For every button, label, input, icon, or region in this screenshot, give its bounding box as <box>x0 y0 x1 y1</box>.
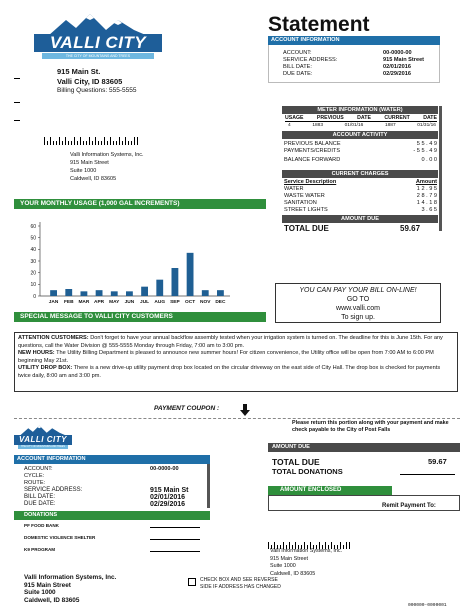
charges-col-amount: Amount <box>415 179 437 185</box>
y-tick-label: 0 <box>33 293 36 300</box>
charge-row <box>284 193 437 199</box>
activity-row <box>284 141 437 147</box>
activity-value: 0 . 0 0 <box>421 157 437 163</box>
charge-label: WASTE WATER <box>284 193 325 199</box>
message-lead: NEW HOURS: <box>18 350 55 356</box>
coupon-recipient-line: 915 Main Street <box>270 555 309 562</box>
amount-enclosed-header: AMOUNT ENCLOSED <box>268 486 392 495</box>
pay-online-url[interactable]: www.valli.com <box>336 305 380 312</box>
x-tick-label: MAY <box>109 300 120 305</box>
y-tick-label: 60 <box>30 223 36 230</box>
account-value: 915 Main Street <box>383 57 425 63</box>
coupon-account-label: CYCLE: <box>24 473 45 479</box>
x-tick-label: FEB <box>63 300 74 305</box>
meter-col: USAGE <box>285 115 304 121</box>
payment-coupon-label: PAYMENT COUPON : <box>154 405 220 412</box>
usage-bar <box>81 291 88 296</box>
x-tick-label: JAN <box>48 300 59 305</box>
coupon-account-row <box>24 480 204 486</box>
coupon-account-label: SERVICE ADDRESS: <box>24 487 83 493</box>
account-row <box>283 71 438 77</box>
usage-bar <box>187 253 194 296</box>
coupon-account-value: 915 Main St <box>150 487 189 494</box>
total-due-label: TOTAL DUE <box>284 224 329 233</box>
charge-row <box>284 200 437 206</box>
meter-val: 4 <box>288 123 291 128</box>
charge-row <box>284 207 437 213</box>
address-change-line: SIDE IF ADDRESS HAS CHANGED <box>200 583 281 590</box>
y-tick-label: 40 <box>30 247 36 254</box>
coupon-recipient-line: Valli Information Systems, Inc. <box>270 548 343 554</box>
pay-online-goto: GO TO <box>346 296 370 303</box>
meter-val: 1883 <box>312 123 323 128</box>
message-paragraph <box>18 350 454 365</box>
scissors-arrow-icon <box>240 404 250 416</box>
message-paragraph <box>18 365 454 380</box>
recipient-line: Suite 1000 <box>70 168 97 174</box>
coupon-total-donations-label: TOTAL DONATIONS <box>272 467 343 476</box>
donation-amount-field[interactable] <box>150 539 200 540</box>
pay-online-title: YOU CAN PAY YOUR BILL ON-LINE! <box>299 287 417 294</box>
coupon-account-label: DUE DATE: <box>24 501 56 507</box>
message-text: Don't forget to have your annual backflow assembly tested when your irrigation system is turned on. The deadline for this is June 15th. For any questions, call the Water Division @ 555-5555 Monday through Friday, 7:00 am to 3:00 pm. <box>18 335 443 349</box>
x-tick-label: NOV <box>200 300 211 305</box>
x-tick-label: JUL <box>140 300 150 305</box>
postal-barcode <box>44 132 139 140</box>
account-value: 00-0000-00 <box>383 50 412 56</box>
y-tick-label: 30 <box>30 258 36 265</box>
coupon-sender-line: Suite 1000 <box>24 589 56 597</box>
account-row <box>283 64 438 70</box>
charges-columns <box>284 179 437 185</box>
pay-online-signup: To sign up. <box>341 314 375 321</box>
coupon-logo-name: VALLI CITY <box>14 435 72 445</box>
y-tick-label: 50 <box>30 235 36 242</box>
coupon-sender-line: Caldwell, ID 83605 <box>24 596 80 604</box>
x-tick-label: JUN <box>124 300 135 305</box>
charge-label: WATER <box>284 186 304 192</box>
coupon-instructions: Please return this portion along with your payment and make check payable to the City of Post Falls <box>292 420 449 433</box>
sender-city: Valli City, ID 83605 <box>57 77 123 86</box>
meter-col: PREVIOUS <box>316 115 344 121</box>
coupon-sender-line: 915 Main Street <box>24 581 71 589</box>
coupon-account-row <box>24 487 204 494</box>
account-info-header: ACCOUNT INFORMATION <box>268 36 440 45</box>
meter-val: 01/31/16 <box>417 123 436 128</box>
charge-value: 1 2 . 9 5 <box>416 186 437 192</box>
registration-mark <box>14 102 20 103</box>
account-row <box>283 57 438 63</box>
meter-val: 01/01/16 <box>344 123 364 128</box>
usage-bar <box>217 290 224 296</box>
logo-tagline: THE CITY OF MOUNTAINS AND TREES <box>42 53 154 59</box>
city-logo <box>34 14 162 64</box>
coupon-account-row <box>24 473 204 479</box>
x-tick-label: APR <box>94 300 105 305</box>
coupon-recipient-address <box>270 548 342 578</box>
coupon-sender-address <box>24 574 116 604</box>
meter-divider <box>285 121 437 122</box>
logo-name: VALLI CITY <box>34 34 162 52</box>
charge-row <box>284 186 437 192</box>
usage-bar <box>156 280 163 296</box>
activity-label: BALANCE FORWARD <box>284 157 341 163</box>
charges-col-desc: Service Description <box>284 179 337 185</box>
charge-value: 1 4 . 1 8 <box>416 200 437 206</box>
activity-row <box>284 148 437 154</box>
usage-bar <box>111 291 118 296</box>
pay-online-box <box>275 283 441 323</box>
usage-bar <box>50 290 57 296</box>
amount-due-header: AMOUNT DUE <box>282 215 438 223</box>
charge-value: 2 8 . 7 9 <box>416 193 437 199</box>
billing-questions: Billing Questions: 555-5555 <box>57 87 137 94</box>
address-change-line: CHECK BOX AND SEE REVERSE <box>200 577 278 583</box>
usage-header: YOUR MONTHLY USAGE (1,000 GAL INCREMENTS) <box>14 199 266 209</box>
meter-col: DATE <box>357 115 371 121</box>
y-tick-label: 20 <box>30 270 36 277</box>
registration-mark <box>14 120 20 121</box>
recipient-line: 915 Main Street <box>70 160 109 166</box>
recipient-line: Caldwell, ID 83605 <box>70 176 117 182</box>
coupon-total-due-value: 59.67 <box>428 457 447 466</box>
activity-value: 5 5 . 4 9 <box>416 141 437 147</box>
meter-val: 1887 <box>384 123 396 128</box>
meter-values <box>288 123 436 128</box>
coupon-account-row <box>24 494 204 501</box>
account-label: DUE DATE: <box>283 71 313 77</box>
charge-label: STREET LIGHTS <box>284 207 328 213</box>
coupon-total-due-label: TOTAL DUE <box>272 457 320 467</box>
account-label: SERVICE ADDRESS: <box>283 57 338 63</box>
scanline: 000000-0000001 <box>408 603 447 608</box>
coupon-sender-line: Valli Information Systems, Inc. <box>24 574 117 581</box>
activity-label: PAYMENTS/CREDITS <box>284 148 341 154</box>
account-value: 02/01/2016 <box>383 64 411 70</box>
donation-amount-field[interactable] <box>150 551 200 552</box>
usage-chart <box>14 212 266 308</box>
usage-bar <box>141 287 148 296</box>
coupon-postal-barcode <box>268 536 350 543</box>
x-tick-label: MAR <box>78 300 90 305</box>
usage-bar <box>126 291 133 296</box>
account-label: ACCOUNT: <box>283 50 312 56</box>
meter-col: DATE <box>423 115 437 121</box>
donations-header: DONATIONS <box>14 511 210 520</box>
coupon-account-label: BILL DATE: <box>24 494 56 500</box>
coupon-account-value: 00-0000-00 <box>150 466 179 472</box>
x-tick-label: AUG <box>154 300 166 305</box>
activity-value: - 5 5 . 4 9 <box>413 148 437 154</box>
coupon-account-label: ROUTE: <box>24 480 46 486</box>
coupon-cut-line <box>14 418 460 419</box>
coupon-logo-tagline: THE CITY OF MOUNTAINS AND TREES <box>18 445 68 449</box>
activity-header: ACCOUNT ACTIVITY <box>282 131 438 139</box>
activity-row <box>284 157 437 163</box>
address-change-checkbox[interactable] <box>188 578 196 586</box>
coupon-amount-due-header: AMOUNT DUE <box>268 443 460 452</box>
x-tick-label: DEC <box>215 300 226 305</box>
x-tick-label: OCT <box>185 300 196 305</box>
message-paragraph <box>18 335 454 350</box>
message-lead: ATTENTION CUSTOMERS: <box>18 335 89 341</box>
activity-label: PREVIOUS BALANCE <box>284 141 341 147</box>
meter-col: CURRENT <box>384 115 410 121</box>
coupon-logo <box>14 425 72 451</box>
recipient-line: Valli Information Systems, Inc. <box>70 152 144 158</box>
message-lead: UTILITY DROP BOX: <box>18 365 73 371</box>
special-message-box <box>14 332 458 392</box>
total-due-value: 59.67 <box>400 224 421 233</box>
usage-bar <box>172 268 179 296</box>
special-header: SPECIAL MESSAGE TO VALLI CITY CUSTOMERS <box>14 312 266 322</box>
donation-item: K9 PROGRAM <box>24 547 56 552</box>
message-text: There is a new drive-up utility payment drop box located on the circular driveway on the east side of City Hall. The drop box is checked for payments twice daily, 8:00 am and 3:00 pm. <box>18 365 441 379</box>
account-row <box>283 50 438 56</box>
charge-value: 3 . 6 5 <box>421 207 437 213</box>
usage-bar <box>202 290 209 296</box>
recipient-address <box>70 151 144 183</box>
meter-header: METER INFORMATION (WATER) <box>282 106 438 114</box>
account-value: 02/29/2016 <box>383 71 411 77</box>
coupon-account-value: 02/29/2016 <box>150 501 186 508</box>
coupon-account-row <box>24 501 204 508</box>
coupon-account-value: 02/01/2016 <box>150 494 186 501</box>
y-tick-label: 10 <box>30 282 36 289</box>
message-text: The Utility Billing Department is pleased to announce new summer hours! For citizen convenience, the Utility office will be open from 7:00 AM to 6:00 PM beginning May 21st. <box>18 350 434 364</box>
donation-item: PF FOOD BANK <box>24 523 59 528</box>
remit-payment-label: Remit Payment To: <box>382 503 436 509</box>
total-donations-field[interactable] <box>400 474 455 475</box>
usage-bar <box>65 289 72 296</box>
charges-header: CURRENT CHARGES <box>282 170 438 178</box>
coupon-account-header: ACCOUNT INFORMATION <box>14 455 210 464</box>
statement-title: Statement <box>268 13 370 36</box>
coupon-account-label: ACCOUNT: <box>24 466 53 472</box>
usage-bar <box>96 290 103 296</box>
coupon-recipient-line: Caldwell, ID 83605 <box>270 570 316 577</box>
coupon-account-row <box>24 466 204 472</box>
address-change-note <box>200 577 281 590</box>
account-label: BILL DATE: <box>283 64 312 70</box>
donation-item: DOMESTIC VIOLENCE SHELTER <box>24 535 96 540</box>
donation-amount-field[interactable] <box>150 527 200 528</box>
sender-street: 915 Main St. <box>57 67 101 76</box>
registration-mark <box>14 78 20 79</box>
x-tick-label: SEP <box>170 300 180 305</box>
charge-label: SANITATION <box>284 200 317 206</box>
coupon-recipient-line: Suite 1000 <box>270 563 296 569</box>
